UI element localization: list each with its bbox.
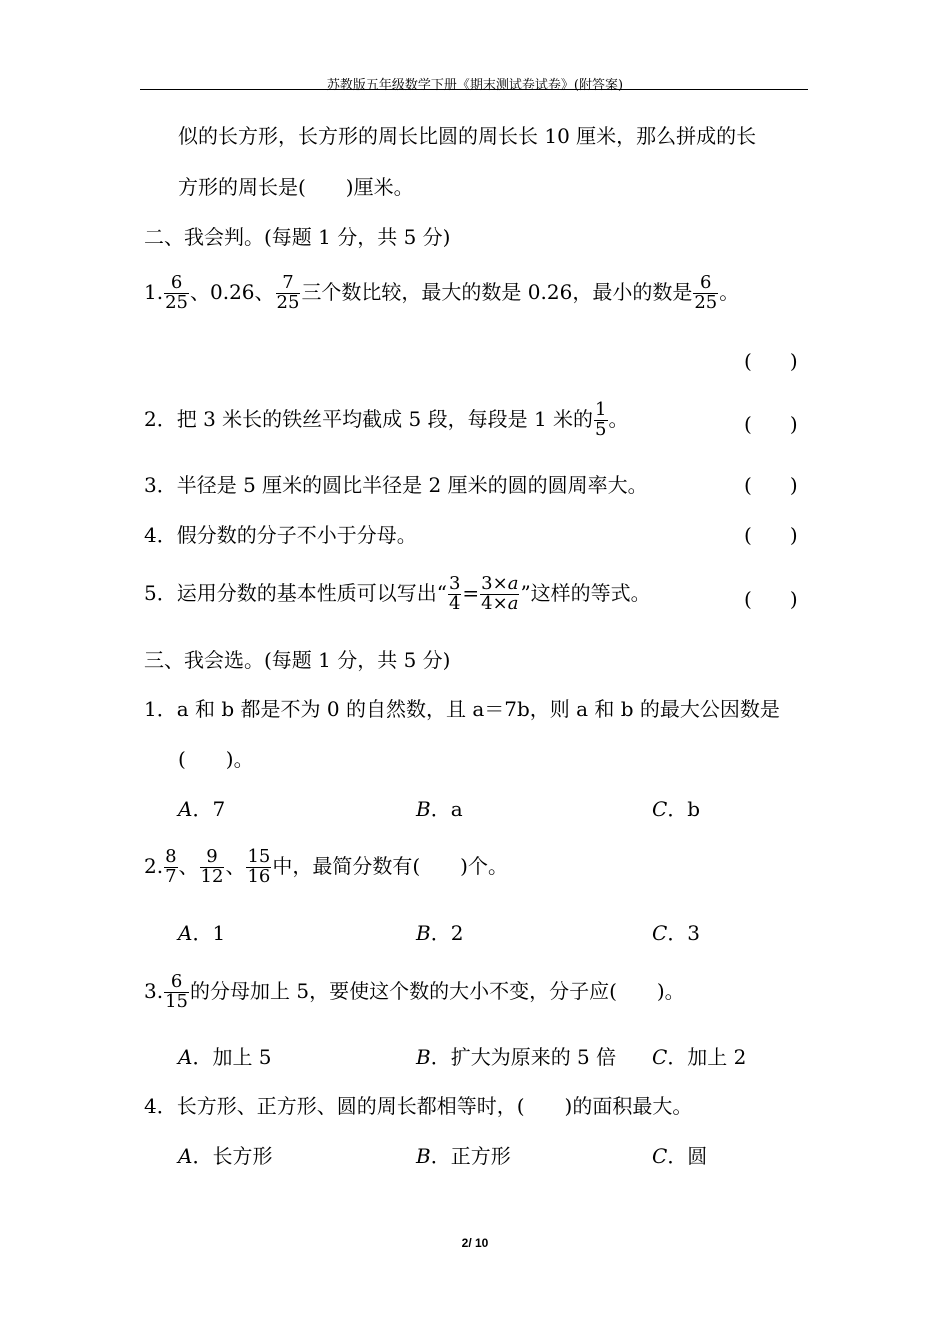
choice-question-4: 4．长方形、正方形、圆的周长都相等时，( )的面积最大。 [144, 1094, 693, 1118]
judge-question-3: 3．半径是 5 厘米的圆比半径是 2 厘米的圆的圆周率大。 [144, 473, 648, 497]
fraction: $\frac{3\times a}{4\times a}$ [481, 573, 519, 614]
choice-question-3: 3. $\frac{6}{15}$ 的分母加上 5，要使这个数的大小不变，分子应( )。 [144, 971, 685, 1012]
option-b[interactable]: B．2 [416, 921, 464, 945]
answer-parentheses-3[interactable]: ( ) [744, 473, 798, 497]
page-header: 苏教版五年级数学下册《期末测试卷试卷》(附答案) [326, 78, 624, 93]
fraction: $\frac{15}{16}$ [247, 846, 271, 887]
continuation-line-1: 似的长方形，长方形的周长比圆的周长长 10 厘米，那么拼成的长 [178, 124, 757, 148]
page-number: 2/ 10 [461, 1236, 489, 1250]
option-c[interactable]: C．3 [652, 921, 701, 945]
header-divider [140, 89, 808, 90]
option-c[interactable]: C．圆 [652, 1144, 708, 1168]
section-2-title: 二、我会判。(每题 1 分，共 5 分) [144, 225, 451, 249]
choice-question-2: 2. $\frac{8}{7}$ 、 $\frac{9}{12}$ 、 $\frac{15}{16}$ 中，最简分数有( )个。 [144, 846, 508, 887]
option-a[interactable]: A．加上 5 [178, 1045, 272, 1069]
fraction: $\frac{3}{4}$ [448, 573, 461, 614]
option-b[interactable]: B．正方形 [416, 1144, 511, 1168]
fraction: $\frac{1}{5}$ [595, 399, 607, 440]
question-number: 1. [144, 279, 164, 304]
option-b[interactable]: B．扩大为原来的 5 倍 [416, 1045, 617, 1069]
option-a[interactable]: A．1 [178, 921, 226, 945]
option-c[interactable]: C．加上 2 [652, 1045, 747, 1069]
fraction: $\frac{7}{25}$ [276, 272, 300, 313]
judge-question-2: 2．把 3 米长的铁丝平均截成 5 段，每段是 1 米的 $\frac{1}{5}$ 。 [144, 399, 629, 440]
fraction: $\frac{6}{25}$ [165, 272, 188, 313]
fraction: $\frac{6}{25}$ [694, 272, 718, 313]
option-a[interactable]: A．7 [178, 797, 226, 821]
option-b[interactable]: B．a [416, 797, 463, 821]
answer-parentheses-1[interactable]: ( ) [744, 349, 798, 373]
answer-parentheses-5[interactable]: ( ) [744, 587, 798, 611]
answer-parentheses-2[interactable]: ( ) [744, 412, 798, 436]
judge-question-1: 1. $\frac{6}{25}$ 、0.26、 $\frac{7}{25}$ 三个数比较，最大的数是 0.26，最小的数是 $\frac{6}{25}$ 。 [144, 272, 740, 313]
option-c[interactable]: C．b [652, 797, 701, 821]
fraction: $\frac{6}{15}$ [165, 971, 188, 1012]
option-a[interactable]: A．长方形 [178, 1144, 273, 1168]
judge-question-4: 4．假分数的分子不小于分母。 [144, 523, 417, 547]
fraction: $\frac{9}{12}$ [200, 846, 224, 887]
continuation-line-2: 方形的周长是( )厘米。 [178, 175, 414, 199]
fraction: $\frac{8}{7}$ [165, 846, 177, 887]
answer-parentheses-4[interactable]: ( ) [744, 523, 798, 547]
section-3-title: 三、我会选。(每题 1 分，共 5 分) [144, 648, 451, 672]
choice-question-1-line-1: 1．a 和 b 都是不为 0 的自然数，且 a＝7b，则 a 和 b 的最大公因数是 [144, 697, 780, 721]
choice-question-1-line-2: ( )。 [178, 747, 254, 771]
judge-question-5: 5．运用分数的基本性质可以写出“ $\frac{3}{4}$ = $\frac{3\times a}{4\times a}$ ”这样的等式。 [144, 573, 651, 614]
